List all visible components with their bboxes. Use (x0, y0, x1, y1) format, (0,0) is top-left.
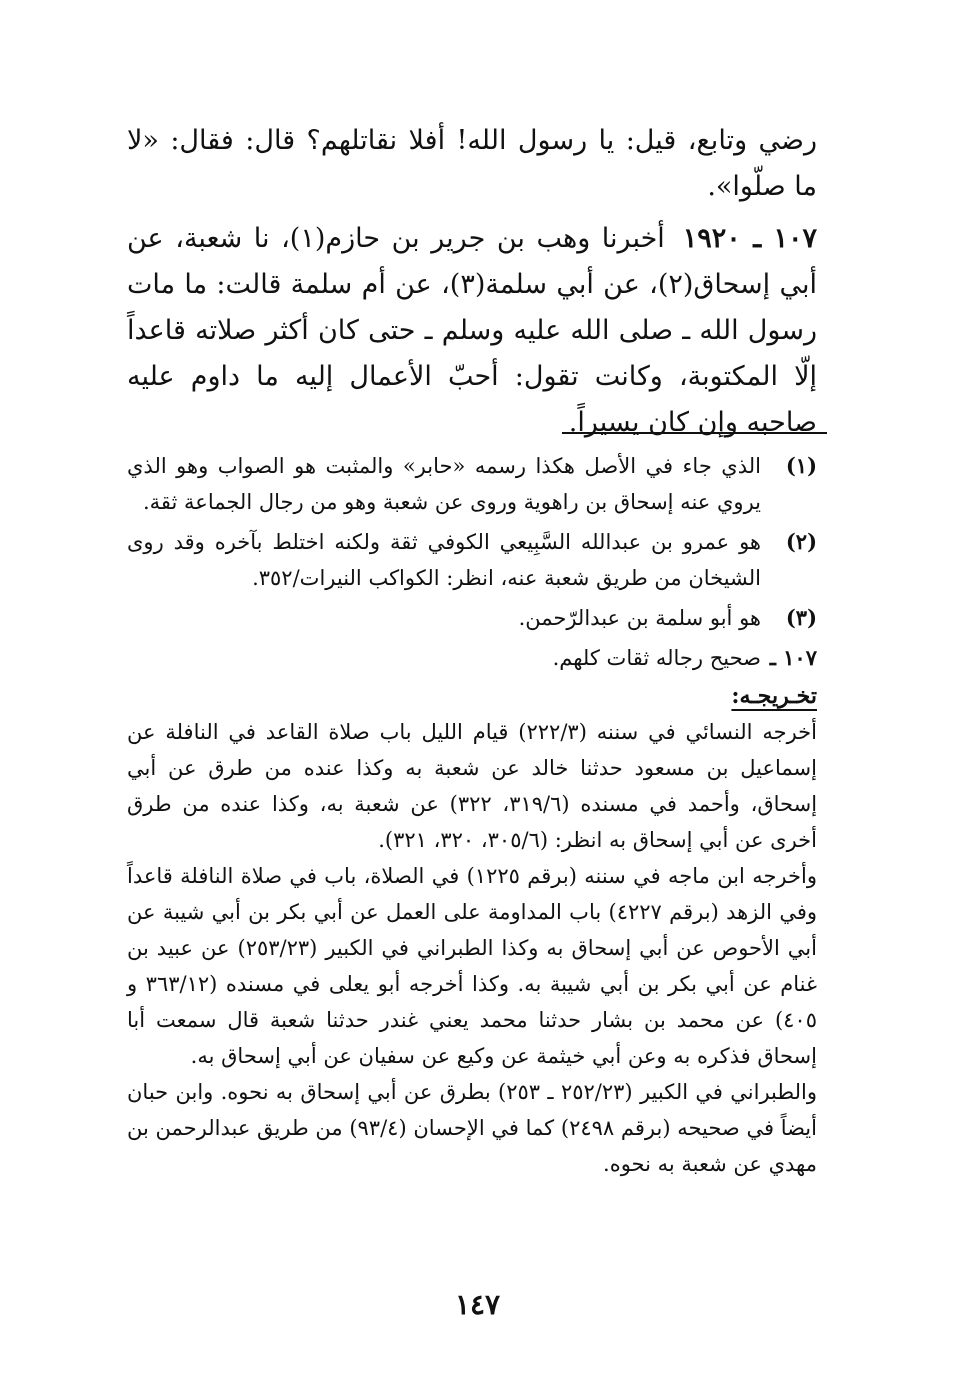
footnote-mark: ١٠٧ ـ (769, 645, 817, 670)
footnote-text: صحيح رجاله ثقات كلهم. (552, 646, 761, 670)
main-text (127, 118, 817, 446)
continuation-paragraph: رضي وتابع، قيل: يا رسول الله! أفلا نقاتلهم؟ قال: فقال: «لا ما صلّوا». (127, 125, 817, 202)
footnote (127, 524, 817, 596)
takhrij-heading: تخـريجـه: (731, 683, 817, 709)
footnote-text: هو أبو سلمة بن عبدالرّحمن. (518, 606, 761, 630)
hadith-text: أخبرنا وهب بن جرير بن حازم(١)، نا شعبة، عن أبي إسحاق(٢)، عن أبي سلمة(٣)، عن أم سلمة قالت: ما مات رسول الله ـ صلى الله عليه وسلم ـ حتى كان أكثر صلاته قاعداً إلّا المكتوبة، وكانت تقول: أحبّ الأعمال إليه ما داوم عليه صاحبه وإن كان يسيراً. (127, 223, 817, 438)
footnote-separator (562, 432, 827, 434)
page-number: ١٤٧ (454, 1288, 501, 1321)
takhrij-paragraph: أخرجه النسائي في سننه (٢٢٢/٣) قيام الليل باب صلاة القاعد في النافلة عن إسماعيل بن مسعود حدثنا خالد عن شعبة به وكذا عنده من طرق عن أبي إسحاق، وأحمد في مسنده (٣١٩/٦، ٣٢٢) عن شعبة به، وكذا عنده من طرق أخرى عن أبي إسحاق به انظر: (٣٠٥/٦، ٣٢٠، ٣٢١). (127, 720, 818, 852)
footnote-mark: (٣) (785, 605, 817, 630)
footnote-mark: (١) (785, 453, 817, 478)
footnote-mark: (٢) (785, 529, 817, 554)
hadith-paragraph (127, 216, 817, 446)
footnote (127, 448, 817, 520)
takhrij-paragraph: والطبراني في الكبير (٢٥٢/٢٣ ـ ٢٥٣) بطرق عن أبي إسحاق به نحوه. وابن حبان أيضاً في صحيحه (برقم ٢٤٩٨) كما في الإحسان (٩٣/٤) من طريق عبدالرحمن بن مهدي عن شعبة به نحوه. (127, 1080, 817, 1176)
takhrij-body (127, 714, 817, 1182)
footnote-text: الذي جاء في الأصل هكذا رسمه «حابر» والمثبت هو الصواب وهو الذي يروي عنه إسحاق بن راهوية وروى عن شعبة وهو من رجال الجماعة ثقة. (127, 454, 761, 514)
footnote-text: هو عمرو بن عبدالله السَّبِيعي الكوفي ثقة ولكنه اختلط بآخره وقد روى الشيخان من طريق شعبة عنه، انظر: الكواكب النيرات/٣٥٢. (127, 530, 761, 590)
takhrij-paragraph: وأخرجه ابن ماجه في سننه (برقم ١٢٢٥) في الصلاة، باب في صلاة النافلة قاعداً وفي الزهد (برقم ٤٢٢٧) باب المداومة على العمل عن أبي بكر بن أبي شيبة عن أبي الأحوص عن أبي إسحاق به وكذا الطبراني في الكبير (٢٥٣/٢٣) عن عبيد بن غنام عن أبي بكر بن أبي شيبة به. وكذا أخرجه أبو يعلى في مسنده (٣٦٣/١٢ و ٤٠٥) عن محمد بن بشار حدثنا محمد يعني غندر حدثنا شعبة قال سمعت أبا إسحاق فذكره به وعن أبي خيثمة عن وكيع عن سفيان عن أبي إسحاق به. (127, 864, 818, 1068)
footnotes-section (127, 448, 817, 1182)
hadith-number: ١٠٧ ـ ١٩٢٠ (682, 223, 818, 254)
footnote-hadith-grade (127, 640, 817, 676)
footnote (127, 600, 817, 636)
